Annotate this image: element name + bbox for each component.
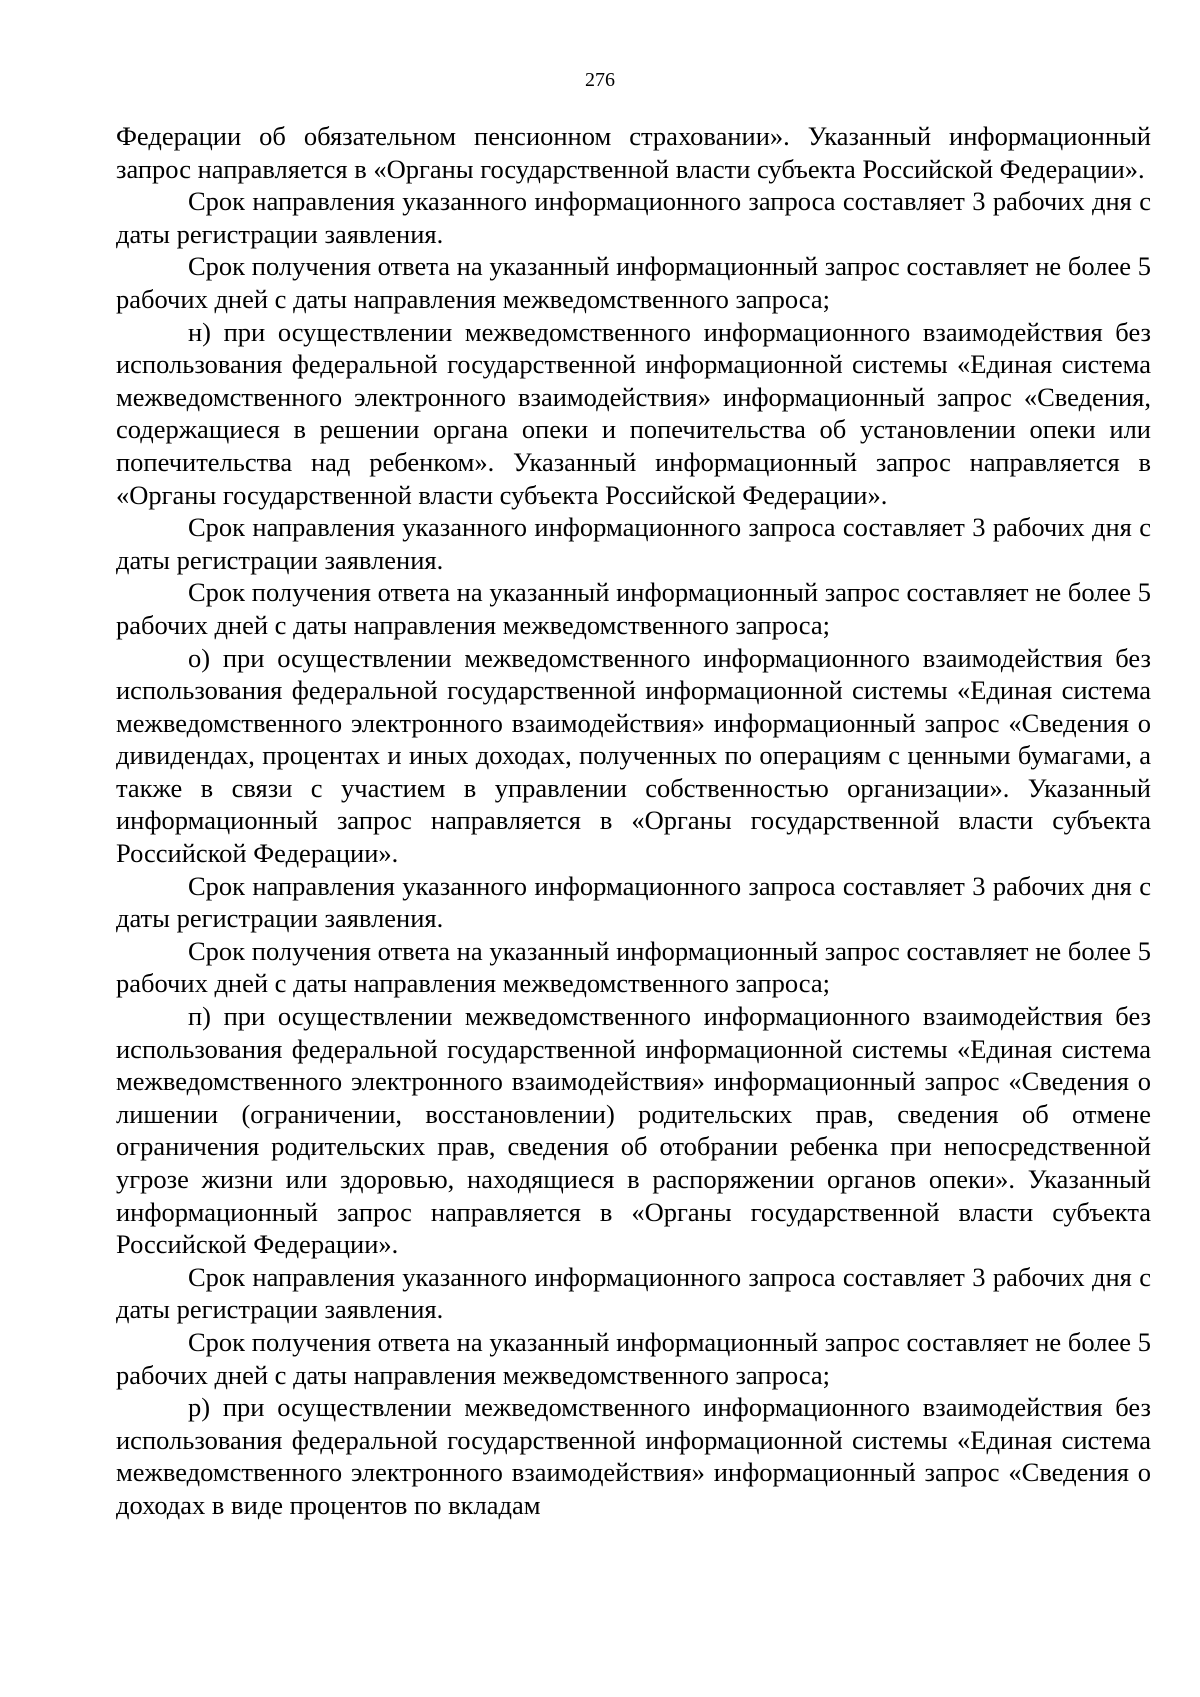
page-number: 276 <box>585 69 615 91</box>
document-body <box>116 120 1151 1522</box>
paragraph: Срок направления указанного информационного запроса составляет 3 рабочих дня с даты регистрации заявления. <box>116 186 1151 249</box>
paragraph-continuation: Федерации об обязательном пенсионном страховании». Указанный информационный запрос направляется в «Органы государственной власти субъекта Российской Федерации». <box>116 121 1151 184</box>
paragraph: Срок получения ответа на указанный информационный запрос составляет не более 5 рабочих дней с даты направления межведомственного запроса; <box>116 1326 1151 1390</box>
paragraph: Срок направления указанного информационного запроса составляет 3 рабочих дня с даты регистрации заявления. <box>116 512 1151 575</box>
paragraph: Срок получения ответа на указанный информационный запрос составляет не более 5 рабочих дней с даты направления межведомственного запроса; <box>116 935 1151 999</box>
paragraph: Срок направления указанного информационного запроса составляет 3 рабочих дня с даты регистрации заявления. <box>116 870 1151 934</box>
paragraph: Срок получения ответа на указанный информационный запрос составляет не более 5 рабочих дней с даты направления межведомственного запроса; <box>116 251 1151 314</box>
paragraph: Срок получения ответа на указанный информационный запрос составляет не более 5 рабочих дней с даты направления межведомственного запроса; <box>116 577 1151 640</box>
paragraph-item-n: н) при осуществлении межведомственного информационного взаимодействия без использования федеральной государственной информационной системы «Единая система межведомственного электронного взаимодействия» информационный запрос «Сведения, содержащиеся в решении органа опеки и попечительства об установлении опеки или попечительства над ребенком». Указанный информационный запрос направляется в «Органы государственной власти субъекта Российской Федерации». <box>116 316 1151 510</box>
paragraph-item-p: п) при осуществлении межведомственного информационного взаимодействия без использования федеральной государственной информационной системы «Единая система межведомственного электронного взаимодействия» информационный запрос «Сведения о лишении (ограничении, восстановлении) родительских прав, сведения об отмене ограничения родительских прав, сведения об отобрании ребенка при непосредственной угрозе жизни или здоровью, находящиеся в распоряжении органов опеки». Указанный информационный запрос направляется в «Органы государственной власти субъекта Российской Федерации». <box>116 1001 1151 1260</box>
paragraph-item-r: р) при осуществлении межведомственного информационного взаимодействия без использования федеральной государственной информационной системы «Единая система межведомственного электронного взаимодействия» информационный запрос «Сведения о доходах в виде процентов по вкладам <box>116 1392 1151 1520</box>
paragraph: Срок направления указанного информационного запроса составляет 3 рабочих дня с даты регистрации заявления. <box>116 1261 1151 1325</box>
paragraph-item-o: о) при осуществлении межведомственного информационного взаимодействия без использования федеральной государственной информационной системы «Единая система межведомственного электронного взаимодействия» информационный запрос «Сведения о дивидендах, процентах и иных доходах, полученных по операциям с ценными бумагами, а также в связи с участием в управлении собственностью организации». Указанный информационный запрос направляется в «Органы государственной власти субъекта Российской Федерации». <box>116 642 1151 869</box>
